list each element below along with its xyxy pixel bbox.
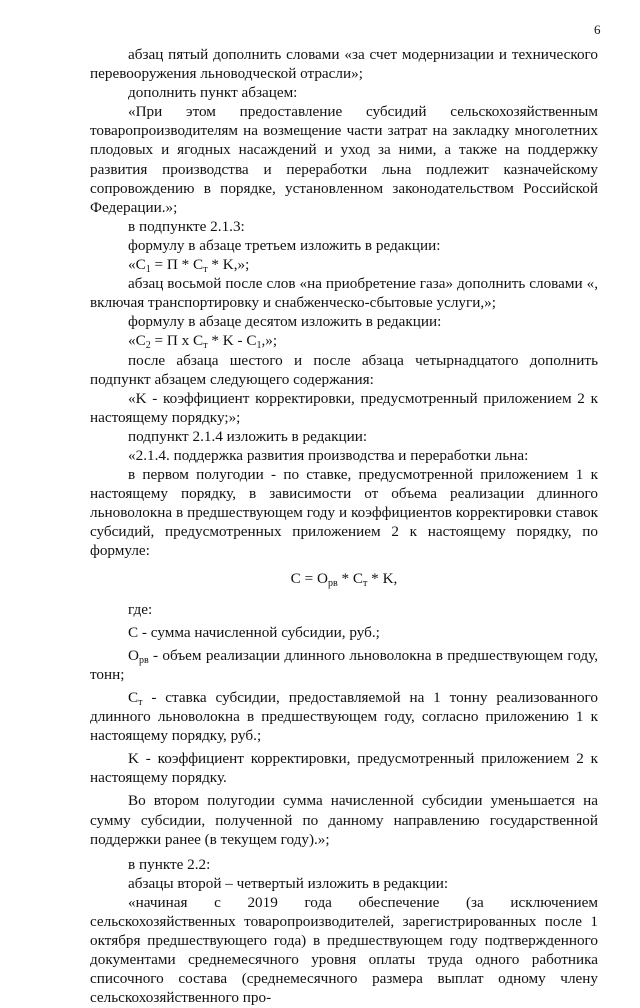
- paragraph: «K - коэффициент корректировки, предусмотренный приложением 2 к настоящему порядку;»;: [90, 389, 598, 426]
- paragraph: абзацы второй – четвертый изложить в редакции:: [128, 874, 449, 892]
- paragraph: в подпункте 2.1.3:: [128, 217, 245, 235]
- formula-line: «$C_1 = П * C_т * K$,»;: [128, 256, 250, 276]
- paragraph: «начиная с 2019 года обеспечение (за исключением сельскохозяйственных товаропроизводителей, зарегистрированных после 1 октября предшествующего года) в предшествующем году подтвержденного документами среднемесячного уровня оплаты труда одного работника списочного состава (среднемесячного размера выплат одному члену сельскохозяйственного про-: [90, 893, 598, 1007]
- paragraph: подпункт 2.1.4 изложить в редакции:: [128, 427, 368, 445]
- paragraph: формулу в абзаце десятом изложить в редакции:: [128, 313, 442, 331]
- paragraph: «При этом предоставление субсидий сельскохозяйственным товаропроизводителям на возмещение части затрат на закладку многолетних плодовых и ягодных насаждений и уход за ними, а также на поддержку развития производства и переработки льна подлежит казначейскому сопровождению в порядке, установленном законодательством Российской Федерации.»;: [90, 103, 598, 216]
- paragraph: в пункте 2.2:: [128, 855, 211, 873]
- paragraph: $C_т$ - ставка субсидии, предоставляемой на 1 тонну реализованного длинного льноволокна в предшествующем году, согласно приложению 1 к настоящему порядку, руб.;: [90, 689, 598, 745]
- paragraph: дополнить пункт абзацем:: [128, 84, 298, 102]
- paragraph: Во втором полугодии сумма начисленной субсидии уменьшается на сумму субсидии, полученной по данному направлению государственной поддержки ранее (в текущем году).»;: [90, 792, 598, 848]
- formula-line: «$C_2 = П$ x $C_т$ * K - $C_1$,»;: [128, 332, 278, 352]
- paragraph: в первом полугодии - по ставке, предусмотренной приложением 1 к настоящему порядку, в зависимости от объема реализации длинного льноволокна в предшествующем году и коэффициентов корректировки ставок субсидий, предусмотренных приложением 2 к настоящему порядку, по формуле:: [90, 466, 598, 560]
- paragraph: после абзаца шестого и после абзаца четырнадцатого дополнить подпункт абзацем следующего содержания:: [90, 351, 598, 388]
- document-body: [90, 45, 598, 1008]
- paragraph: формулу в абзаце третьем изложить в редакции:: [128, 236, 441, 254]
- centered-formula: $C = O_{рв} * C_т * K$,: [290, 569, 398, 589]
- paragraph: $O_{рв}$ - объем реализации длинного льноволокна в предшествующем году, тонн;: [90, 646, 598, 683]
- paragraph: абзац восьмой после слов «на приобретение газа» дополнить словами «, включая транспортировку и снабженческо-сбытовые услуги,»;: [90, 275, 598, 312]
- paragraph: C - сумма начисленной субсидии, руб.;: [128, 623, 380, 641]
- paragraph: «2.1.4. поддержка развития производства и переработки льна:: [128, 446, 529, 464]
- paragraph: абзац пятый дополнить словами «за счет модернизации и технического перевооружения льноводческой отрасли»;: [90, 46, 598, 83]
- paragraph: где:: [128, 600, 153, 618]
- paragraph: K - коэффициент корректировки, предусмотренный приложением 2 к настоящему порядку.: [90, 750, 598, 787]
- page-number: 6: [594, 22, 601, 37]
